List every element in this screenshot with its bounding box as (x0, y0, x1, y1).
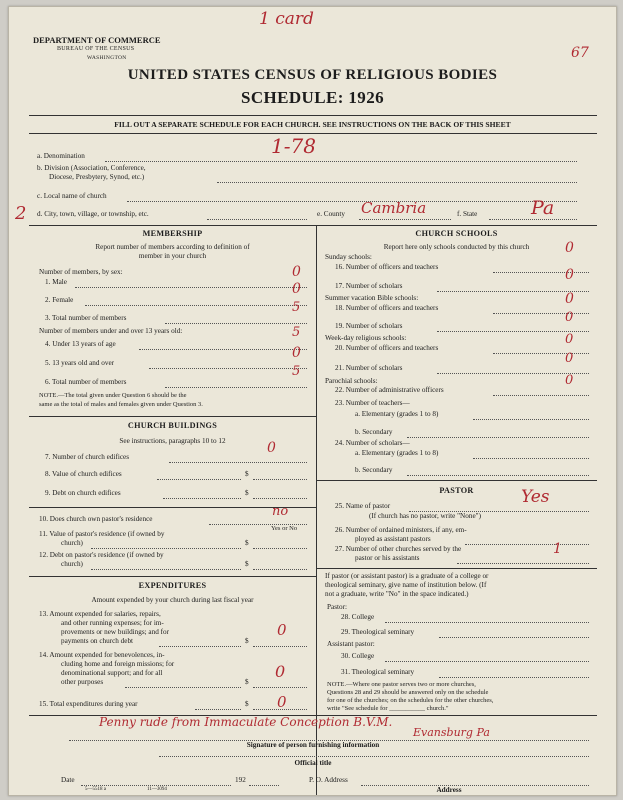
divider (29, 576, 316, 577)
city-line (207, 219, 307, 220)
handwritten-county: Cambria (361, 199, 427, 217)
pastor-label: Pastor: (327, 603, 347, 611)
divider (29, 225, 597, 226)
q24a-label: a. Elementary (grades 1 to 8) (355, 449, 439, 457)
pastor-note-3: for one of the churches; on the schedules for the other churches, (327, 697, 494, 704)
q18-label: 18. Number of officers and teachers (335, 304, 439, 312)
answer-q27: 1 (553, 541, 562, 557)
address-label: Address (436, 786, 462, 794)
q23b-label: b. Secondary (355, 428, 393, 436)
q23-label: 23. Number of teachers— (335, 399, 410, 407)
membership-note-2: same as the total of males and females given under Question 3. (39, 401, 203, 408)
buildings-subheading: See instructions, paragraphs 10 to 12 (119, 437, 226, 445)
department-name: DEPARTMENT OF COMMERCE (33, 35, 161, 45)
denomination-line (105, 161, 577, 162)
handwritten-signature: Penny rude from Immaculate Conception B.V.M. (99, 715, 393, 729)
q29-label: 29. Theological seminary (341, 628, 415, 636)
pastor-note: NOTE.—Where one pastor serves two or more churches, (327, 681, 476, 688)
form-code-2: 11—3094 (147, 787, 167, 792)
answer-q16: 0 (565, 240, 574, 256)
answer-q6: 5 (292, 364, 301, 379)
q11-residence-value-label-2: church) (61, 539, 83, 547)
answer-line (407, 437, 589, 438)
answer-q25: Yes (521, 487, 550, 507)
divider (29, 115, 597, 116)
answer-line (139, 349, 307, 350)
pastor-note-2: Questions 28 and 29 should be answered only on the schedule (327, 689, 489, 696)
answer-line (457, 563, 589, 564)
date-year: 192 (235, 776, 246, 784)
division-label-2: Diocese, Presbytery, Synod, etc.) (49, 173, 145, 181)
q31-label: 31. Theological seminary (341, 668, 415, 676)
handwritten-card-note: 1 card (259, 9, 314, 29)
graduate-instructions-3: not a graduate, write "No" in the space indicated.) (325, 590, 469, 598)
form-instructions: FILL OUT A SEPARATE SCHEDULE FOR EACH CHURCH. SEE INSTRUCTIONS ON THE BACK OF THIS SHEET (114, 120, 511, 129)
answer-line (75, 287, 307, 288)
answer-q7: 0 (267, 440, 276, 456)
answer-line (165, 323, 307, 324)
answer-line (493, 313, 589, 314)
q7-edifices-label: 7. Number of church edifices (45, 453, 130, 461)
q19-label: 19. Number of scholars (335, 322, 403, 330)
answer-line (407, 475, 589, 476)
q4-under13-label: 4. Under 13 years of age (45, 340, 116, 348)
assistant-pastor-label: Assistant pastor: (327, 640, 375, 648)
q25-label: 25. Name of pastor (335, 502, 391, 510)
pastor-note-4: write "See schedule for ___________ church." (327, 705, 449, 712)
q27-label: 27. Number of other churches served by the (335, 545, 462, 553)
q24b-label: b. Secondary (355, 466, 393, 474)
official-title-label: Official title (294, 759, 332, 767)
signature-label: Signature of person furnishing information (246, 741, 380, 749)
q28-label: 28. College (341, 613, 375, 621)
answer-q15: 0 (277, 693, 287, 711)
dollar-sign: $ (245, 637, 249, 645)
yes-or-no-hint: Yes or No (271, 525, 298, 532)
dollar-sign: $ (245, 470, 249, 478)
divider (316, 480, 597, 481)
q30-label: 30. College (341, 652, 375, 660)
q2-female-label: 2. Female (45, 296, 74, 304)
summer-schools-label: Summer vacation Bible schools: (325, 294, 419, 302)
answer-line (473, 419, 589, 420)
answer-q1: 0 (292, 264, 301, 280)
sunday-schools-label: Sunday schools: (325, 253, 372, 261)
answer-line (493, 395, 589, 396)
graduate-instructions-2: theological seminary, give name of institution below. (If (325, 581, 487, 589)
expenditures-subheading: Amount expended by your church during last fiscal year (91, 596, 254, 604)
city-label: d. City, town, village, or township, etc. (37, 210, 149, 218)
answer-q10: no (272, 504, 289, 519)
answer-q17: 0 (565, 267, 574, 283)
county-label: e. County (317, 210, 345, 218)
dollar-sign: $ (245, 678, 249, 686)
schools-subheading: Report here only schools conducted by this church (383, 243, 530, 251)
by-sex-label: Number of members, by sex: (39, 268, 123, 276)
local-name-label: c. Local name of church (37, 192, 107, 200)
schools-heading: CHURCH SCHOOLS (415, 229, 498, 238)
answer-line (253, 498, 307, 499)
answer-q21: 0 (565, 351, 574, 366)
date-line (81, 785, 231, 786)
column-divider (316, 225, 317, 796)
handwritten-signature-place: Evansburg Pa (413, 726, 490, 739)
answer-line (473, 458, 589, 459)
q1-male-label: 1. Male (45, 278, 67, 286)
denomination-label: a. Denomination (37, 152, 85, 160)
answer-q18: 0 (565, 291, 574, 307)
answer-q3: 5 (292, 300, 301, 315)
schedule-title: SCHEDULE: 1926 (240, 88, 385, 107)
answer-line (125, 687, 241, 688)
q24-label: 24. Number of scholars— (335, 439, 410, 447)
q13-label-4: payments on church debt (61, 637, 134, 645)
dollar-sign: $ (245, 700, 249, 708)
answer-line (385, 661, 589, 662)
q16-label: 16. Number of officers and teachers (335, 263, 439, 271)
membership-intro: Report number of members according to definition of (95, 243, 250, 251)
handwritten-margin-mark: 2 (15, 203, 27, 224)
q22-label: 22. Number of administrative officers (335, 386, 444, 394)
form-code: 5—5518 a (85, 787, 106, 792)
official-title-line (159, 756, 589, 757)
divider (29, 416, 316, 417)
q12-residence-debt-label: 12. Debt on pastor's residence (if owned by (39, 551, 164, 559)
answer-line (439, 637, 589, 638)
membership-intro-2: member in your church (138, 252, 207, 260)
county-line (359, 219, 451, 220)
answer-line (169, 462, 307, 463)
q14-label-4: other purposes (61, 678, 104, 686)
answer-q13: 0 (277, 621, 287, 639)
membership-heading: MEMBERSHIP (142, 229, 203, 238)
answer-line (159, 646, 241, 647)
q13-label: 13. Amount expended for salaries, repairs, (39, 610, 161, 618)
q14-label-2: cluding home and foreign missions; for (61, 660, 175, 668)
q12-residence-debt-label-2: church) (61, 560, 83, 568)
date-year-line (249, 785, 279, 786)
answer-q5: 0 (292, 345, 301, 361)
answer-line (465, 544, 589, 545)
bureau-name: BUREAU OF THE CENSUS (57, 46, 135, 52)
answer-line (493, 272, 589, 273)
census-schedule-sheet (8, 6, 617, 796)
answer-q2: 0 (292, 281, 301, 297)
q15-label: 15. Total expenditures during year (39, 700, 138, 708)
parochial-schools-label: Parochial schools: (325, 377, 378, 385)
handwritten-corner-number: 67 (571, 45, 589, 61)
answer-line (91, 569, 241, 570)
answer-q19: 0 (565, 310, 574, 325)
bureau-city: WASHINGTON (87, 55, 127, 61)
q26-label: 26. Number of ordained ministers, if any, em- (335, 526, 467, 534)
local-name-line (127, 201, 577, 202)
answer-line (253, 569, 307, 570)
q25-hint: (If church has no pastor, write "None") (369, 512, 481, 520)
answer-line (253, 646, 307, 647)
expenditures-heading: EXPENDITURES (138, 581, 207, 590)
answer-line (253, 548, 307, 549)
buildings-heading: CHURCH BUILDINGS (127, 421, 218, 430)
division-label: b. Division (Association, Conference, (37, 164, 146, 172)
pastor-heading: PASTOR (439, 486, 474, 495)
q20-label: 20. Number of officers and teachers (335, 344, 439, 352)
q21-label: 21. Number of scholars (335, 364, 403, 372)
answer-q22: 0 (565, 373, 574, 388)
answer-line (439, 677, 589, 678)
division-line (217, 182, 577, 183)
q5-over13-label: 5. 13 years old and over (45, 359, 115, 367)
membership-note: NOTE.—The total given under Question 6 should be the (39, 392, 187, 399)
q8-value-label: 8. Value of church edifices (45, 470, 122, 478)
state-label: f. State (457, 210, 478, 218)
divider (316, 568, 597, 569)
weekday-schools-label: Week-day religious schools: (325, 334, 407, 342)
answer-q20: 0 (565, 332, 574, 347)
answer-line (91, 548, 241, 549)
answer-line (385, 622, 589, 623)
q23a-label: a. Elementary (grades 1 to 8) (355, 410, 439, 418)
q3-total-label: 3. Total number of members (45, 314, 127, 322)
answer-line (149, 368, 307, 369)
dollar-sign: $ (245, 560, 249, 568)
answer-line (157, 479, 241, 480)
dollar-sign: $ (245, 539, 249, 547)
answer-line (85, 305, 307, 306)
q9-debt-label: 9. Debt on church edifices (45, 489, 121, 497)
answer-line (195, 709, 241, 710)
answer-line (493, 353, 589, 354)
q13-label-3: provements or new buildings; and for (61, 628, 169, 636)
q11-residence-value-label: 11. Value of pastor's residence (if owned by (39, 530, 165, 538)
state-line (489, 219, 577, 220)
graduate-instructions: If pastor (or assistant pastor) is a graduate of a college or (325, 572, 489, 580)
q13-label-2: and other running expenses; for im- (61, 619, 164, 627)
answer-q4: 5 (292, 325, 301, 340)
q10-residence-label: 10. Does church own pastor's residence (39, 515, 153, 523)
po-address-label: P. O. Address (309, 776, 348, 784)
age-label: Number of members under and over 13 years old: (39, 327, 183, 335)
answer-line (253, 479, 307, 480)
q14-label: 14. Amount expended for benevolences, in- (39, 651, 165, 659)
date-label: Date (61, 776, 75, 784)
q6-total-label: 6. Total number of members (45, 378, 127, 386)
answer-line (165, 387, 307, 388)
form-title: UNITED STATES CENSUS OF RELIGIOUS BODIES (127, 67, 498, 83)
q17-label: 17. Number of scholars (335, 282, 403, 290)
answer-line (253, 687, 307, 688)
handwritten-denomination: 1-78 (271, 134, 316, 158)
q27-label-2: pastor or his assistants (355, 554, 420, 562)
answer-q14: 0 (275, 662, 286, 681)
q26-label-2: ployed as assistant pastors (355, 535, 431, 543)
handwritten-state: Pa (531, 197, 555, 219)
answer-line (163, 498, 241, 499)
dollar-sign: $ (245, 489, 249, 497)
q14-label-3: denominational support; and for all (61, 669, 163, 677)
